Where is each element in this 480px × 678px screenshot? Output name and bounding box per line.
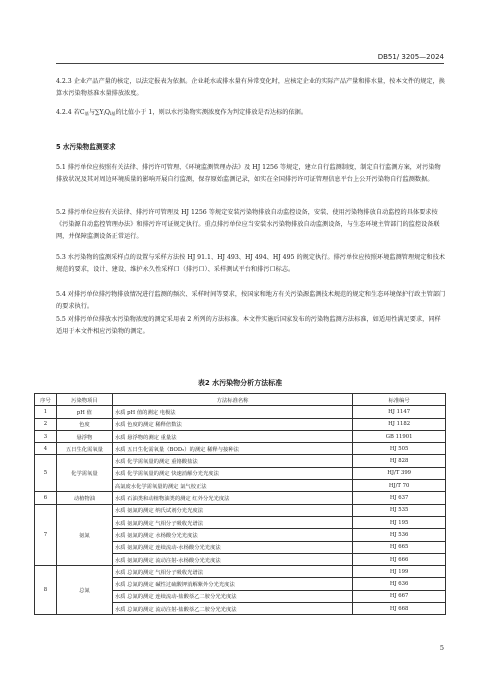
row-code: HJ 505	[353, 443, 446, 455]
table-row	[35, 443, 446, 455]
formula-q: Q	[104, 109, 110, 116]
row-code: HJ 536	[353, 529, 446, 541]
row-method: 水质 氨氮的测定 连续流动-水杨酸分光光度法	[112, 541, 352, 553]
formula-sum-sub: i	[103, 111, 105, 116]
paragraph-4-2-3: 4.2.3 企业产品产量的核定，以法定报表为依据。企业耗水或排水量有异常变化时，应核定企业的实际产品产量和排水量，按本文件的规定，换算水污染物基准水量排放浓度。	[56, 78, 445, 97]
row-code: HJ 828	[353, 455, 446, 467]
row-method: 水质 色度的测定 稀释倍数法	[112, 418, 352, 430]
table-row	[35, 430, 446, 442]
row-item: 总氮	[56, 566, 112, 615]
row-method: 水质 石油类和动植物油类的测定 红外分光光度法	[112, 492, 352, 504]
row-code: HJ 636	[353, 578, 446, 590]
row-item: 五日生化需氧量	[56, 443, 112, 455]
row-code: HJ/T 399	[353, 467, 446, 479]
paragraph-5-5: 5.5 对排污单位排放水污染物浓度的测定采用表 2 所列的方法标准。本文件实施后国家发布的污染物监测方法标准，如适用性满足要求，同样适用于本文件相应污染物的测定。	[56, 316, 441, 335]
row-code: HJ 1147	[353, 406, 446, 418]
row-no: 5	[35, 455, 57, 492]
row-method: 水质 pH 值的测定 电极法	[112, 406, 352, 418]
row-method: 水质 总氮的测定 连续流动-盐酸萘乙二胺分光光度法	[112, 590, 352, 602]
row-code: HJ 668	[353, 603, 446, 615]
row-item: 悬浮物	[56, 430, 112, 442]
row-method: 水质 氨氮的测定 流动注射-水杨酸分光光度法	[112, 553, 352, 565]
row-item: 化学需氧量	[56, 455, 112, 492]
row-item: pH 值	[56, 406, 112, 418]
row-no: 3	[35, 430, 57, 442]
table-row	[35, 406, 446, 418]
row-no: 7	[35, 504, 57, 565]
page-number: 5	[439, 644, 444, 652]
row-method: 水质 氨氮的测定 水杨酸分光光度法	[112, 529, 352, 541]
row-code: HJ 1182	[353, 418, 446, 430]
formula-q-sub: i基	[109, 111, 116, 116]
row-method: 水质 氨氮的测定 纳氏试剂分光光度法	[112, 504, 352, 516]
row-code: HJ 637	[353, 492, 446, 504]
paragraph-5-3: 5.3 水污染物的监测采样点的设置与采样方法按 HJ 91.1、HJ 493、HJ 494、HJ 495 的规定执行。排污单位应按照环境监测管理规定和技术规范的要求，设计、建设、维护永久性采样口（排污口）、采样测试平台和排污口标志。	[56, 254, 445, 273]
row-method: 水质 总氮的测定 碱性过硫酸钾消解紫外分光光度法	[112, 578, 352, 590]
row-code: HJ/T 70	[353, 480, 446, 492]
section-5-heading: 5 水污染物监测要求	[56, 143, 116, 151]
paragraph-5-4: 5.4 对排污单位排污物排放情况进行监测的频次、采样时间等要求，按国家和地方有关污染源监测技术规范的规定和生态环境保护行政主管部门的要求执行。	[56, 291, 446, 310]
row-no: 2	[35, 418, 57, 430]
paragraph-4-2-4-part-c: 的比值小于 1，则以水污染物实测浓度作为判定排放是否达标的依据。	[115, 109, 308, 116]
row-no: 4	[35, 443, 57, 455]
header-pollutant: 污染物项目	[56, 394, 112, 406]
formula-c: C	[79, 109, 85, 116]
row-method: 水质 悬浮物的测定 重量法	[112, 430, 352, 442]
table-row	[35, 418, 446, 430]
row-code: HJ 535	[353, 504, 446, 516]
paragraph-4-2-4	[56, 107, 446, 120]
row-method: 水质 总氮的测定 流动注射-盐酸萘乙二胺分光光度法	[112, 603, 352, 615]
row-item: 动植物油	[56, 492, 112, 504]
formula-sum: ∑Y	[95, 109, 104, 116]
header-rule	[56, 63, 444, 64]
table-row	[35, 504, 446, 516]
paragraph-5-1: 5.1 排污单位应按照有关法律、排污许可管理、《环境监测管理办法》及 HJ 1256 等规定，建立自行监测制度，制定自行监测方案，对污染物排放状况及其对周边环境质量的影响开展自行监测，保存原始监测记录，如实在全国排污许可证管理信息平台上公开污染物自行监测数据。	[56, 164, 441, 183]
row-method: 水质 氨氮的测定 气相分子吸收光谱法	[112, 516, 352, 528]
row-item: 色度	[56, 418, 112, 430]
formula-c-sub: 基	[84, 111, 89, 116]
row-method: 水质 化学需氧量的测定 重铬酸盐法	[112, 455, 352, 467]
row-method: 水质 五日生化需氧量（BOD₅）的测定 稀释与接种法	[112, 443, 352, 455]
table-header-row	[35, 394, 446, 406]
row-method: 高氯废水化学需氧量的测定 氯气校正法	[112, 480, 352, 492]
header-method: 方法标准名称	[112, 394, 352, 406]
row-no: 6	[35, 492, 57, 504]
row-no: 8	[35, 566, 57, 615]
row-method: 水质 总氮的测定 气相分子吸收光谱法	[112, 566, 352, 578]
row-code: GB 11901	[353, 430, 446, 442]
method-standards-table	[34, 393, 446, 615]
row-code: HJ 199	[353, 566, 446, 578]
row-method: 水质 化学需氧量的测定 快速消解分光光度法	[112, 467, 352, 479]
table-row	[35, 455, 446, 467]
header-code: 标准编号	[353, 394, 446, 406]
paragraph-4-2-4-part-b: 与	[88, 109, 96, 116]
table-row	[35, 492, 446, 504]
row-code: HJ 666	[353, 553, 446, 565]
row-item: 氨氮	[56, 504, 112, 565]
row-no: 1	[35, 406, 57, 418]
standard-code-header: DB51/ 3205—2024	[377, 53, 444, 61]
table-caption: 表2 水污染物分析方法标准	[197, 379, 283, 387]
paragraph-5-2: 5.2 排污单位应按有关法律、排污许可管理及 HJ 1256 等规定安装污染物排放自动监控设备，安装、使用污染物排放自动监控的具体要求按《污染源自动监控管理办法》和排污许可证规定执行。重点排污单位应当安装水污染物排放自动监测设备，与生态环境主管部门的监控设备联网，并保障监测设备正常运行。	[56, 209, 440, 240]
row-code: HJ 195	[353, 516, 446, 528]
row-code: HJ 667	[353, 590, 446, 602]
row-code: HJ 665	[353, 541, 446, 553]
paragraph-4-2-4-part-a: 4.2.4 若	[56, 109, 80, 116]
header-no: 序号	[35, 394, 57, 406]
table-row	[35, 566, 446, 578]
